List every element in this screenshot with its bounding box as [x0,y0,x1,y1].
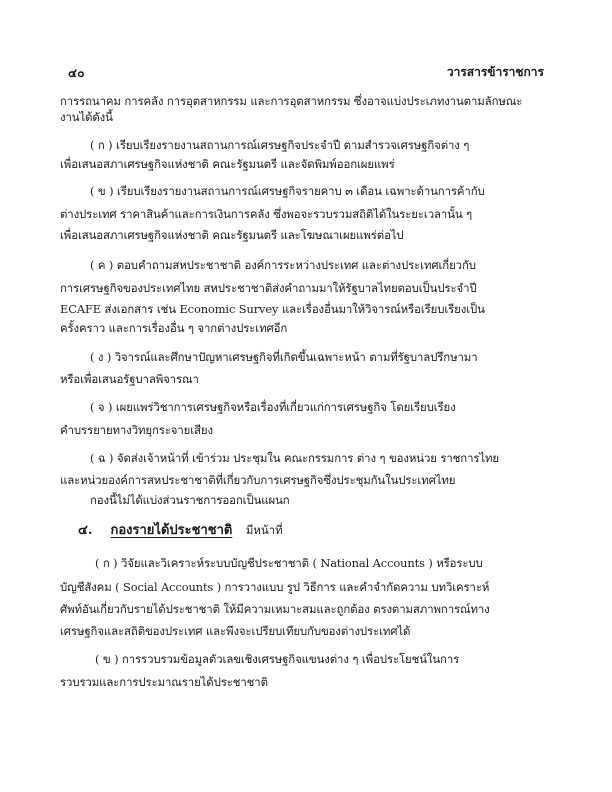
item-e-line: คำบรรยายทางวิทยุกระจายเสียง [60,423,213,437]
section-item-b-line: รวบรวมและการประมาณรายได้ประชาชาติ [60,675,268,689]
item-c-line: ครั้งคราว และการเรื่องอื่น ๆ จากต่างประเทศอีก [60,321,288,335]
section-heading [78,519,283,540]
section-item-a-line: ( ก ) วิจัยและวิเคราะห์ระบบบัญชีประชาชาติ ( National Accounts ) หรือระบบ [95,556,483,570]
note-line: กองนี้ไม่ได้แบ่งส่วนราชการออกเป็นแผนก [90,493,290,507]
item-c-line: ( ค ) ตอบคำถามสหประชาชาติ องค์การระหว่างประเทศ และต่างประเทศเกี่ยวกับ [90,258,476,272]
item-f-line: ( ฉ ) จัดส่งเจ้าหน้าที่ เข้าร่วม ประชุมใน คณะกรรมการ ต่าง ๆ ของหน่วย ราชการไทย [90,451,500,465]
item-b-line: ( ข ) เรียบเรียงรายงานสถานการณ์เศรษฐกิจรายคาบ ๓ เดือน เฉพาะด้านการค้ากับ [90,184,485,198]
item-f-line: และหน่วยองค์การสหประชาชาติที่เกี่ยวกับการเศรษฐกิจซึ่งประชุมกันในประเทศไทย [60,473,456,487]
section-number: ๔. [78,523,93,538]
item-c-line: ECAFE ส่งเอกสาร เช่น Economic Survey และเรื่องอื่นมาให้วิจารณ์หรือเรียบเรียงเป็น [60,302,485,316]
item-b-line: เพื่อเสนอสภาเศรษฐกิจแห่งชาติ คณะรัฐมนตรี และโฆษณาเผยแพร่ต่อไป [60,228,404,242]
item-a-line: เพื่อเสนอสภาเศรษฐกิจแห่งชาติ คณะรัฐมนตรี และจัดพิมพ์ออกเผยแพร่ [60,157,395,171]
section-item-b-line: ( ข ) การรวบรวมข้อมูลตัวเลขเชิงเศรษฐกิจแขนงต่าง ๆ เพื่อประโยชน์ในการ [95,652,460,666]
section-suffix: มีหน้าที่ [245,523,283,537]
paragraph-line: การรถนาคม การคลัง การอุตสาหกรรม และการอุตสาหกรรม ซึ่งอาจแบ่งประเภทงานตามลักษณะ [60,94,523,108]
item-d-line: หรือเพื่อเสนอรัฐบาลพิจารณา [60,372,199,386]
section-item-a-line: ศัพท์อันเกี่ยวกับรายได้ประชาชาติ ให้มีความเหมาะสมและถูกต้อง ตรงตามสภาพการณ์ทาง [60,602,490,616]
section-item-a-line: เศรษฐกิจและสถิติของประเทศ และพึงจะเปรียบเทียบกับของต่างประเทศได้ [60,624,411,638]
item-c-line: การเศรษฐกิจของประเทศไทย สหประชาชาติส่งคำถามมาให้รัฐบาลไทยตอบเป็นประจำปี [60,281,477,295]
section-item-a-line: บัญชีสังคม ( Social Accounts ) การวางแบบ รูป วิธีการ และคำจำกัดความ บทวิเคราะห์ [60,580,490,594]
paragraph-line: งานได้ดังนี้ [60,110,113,124]
item-d-line: ( ง ) วิจารณ์และศึกษาปัญหาเศรษฐกิจที่เกิดขึ้นเฉพาะหน้า ตามที่รัฐบาลปรึกษามา [90,350,478,364]
page-number: ๔๐ [68,66,85,80]
item-a-line: ( ก ) เรียบเรียงรายงานสถานการณ์เศรษฐกิจประจำปี ตามสำรวจเศรษฐกิจต่าง ๆ [90,138,470,152]
section-title: กองรายได้ประชาชาติ [110,523,233,538]
item-e-line: ( จ ) เผยแพร่วิชาการเศรษฐกิจหรือเรื่องที่เกี่ยวแก่การเศรษฐกิจ โดยเรียบเรียง [90,400,456,414]
journal-title: วารสารข้าราชการ [446,65,544,79]
item-b-line: ต่างประเทศ ราคาสินค้าและการเงินการคลัง ซึ่งพอจะรวบรวมสถิติได้ในระยะเวลานั้น ๆ [60,207,473,221]
